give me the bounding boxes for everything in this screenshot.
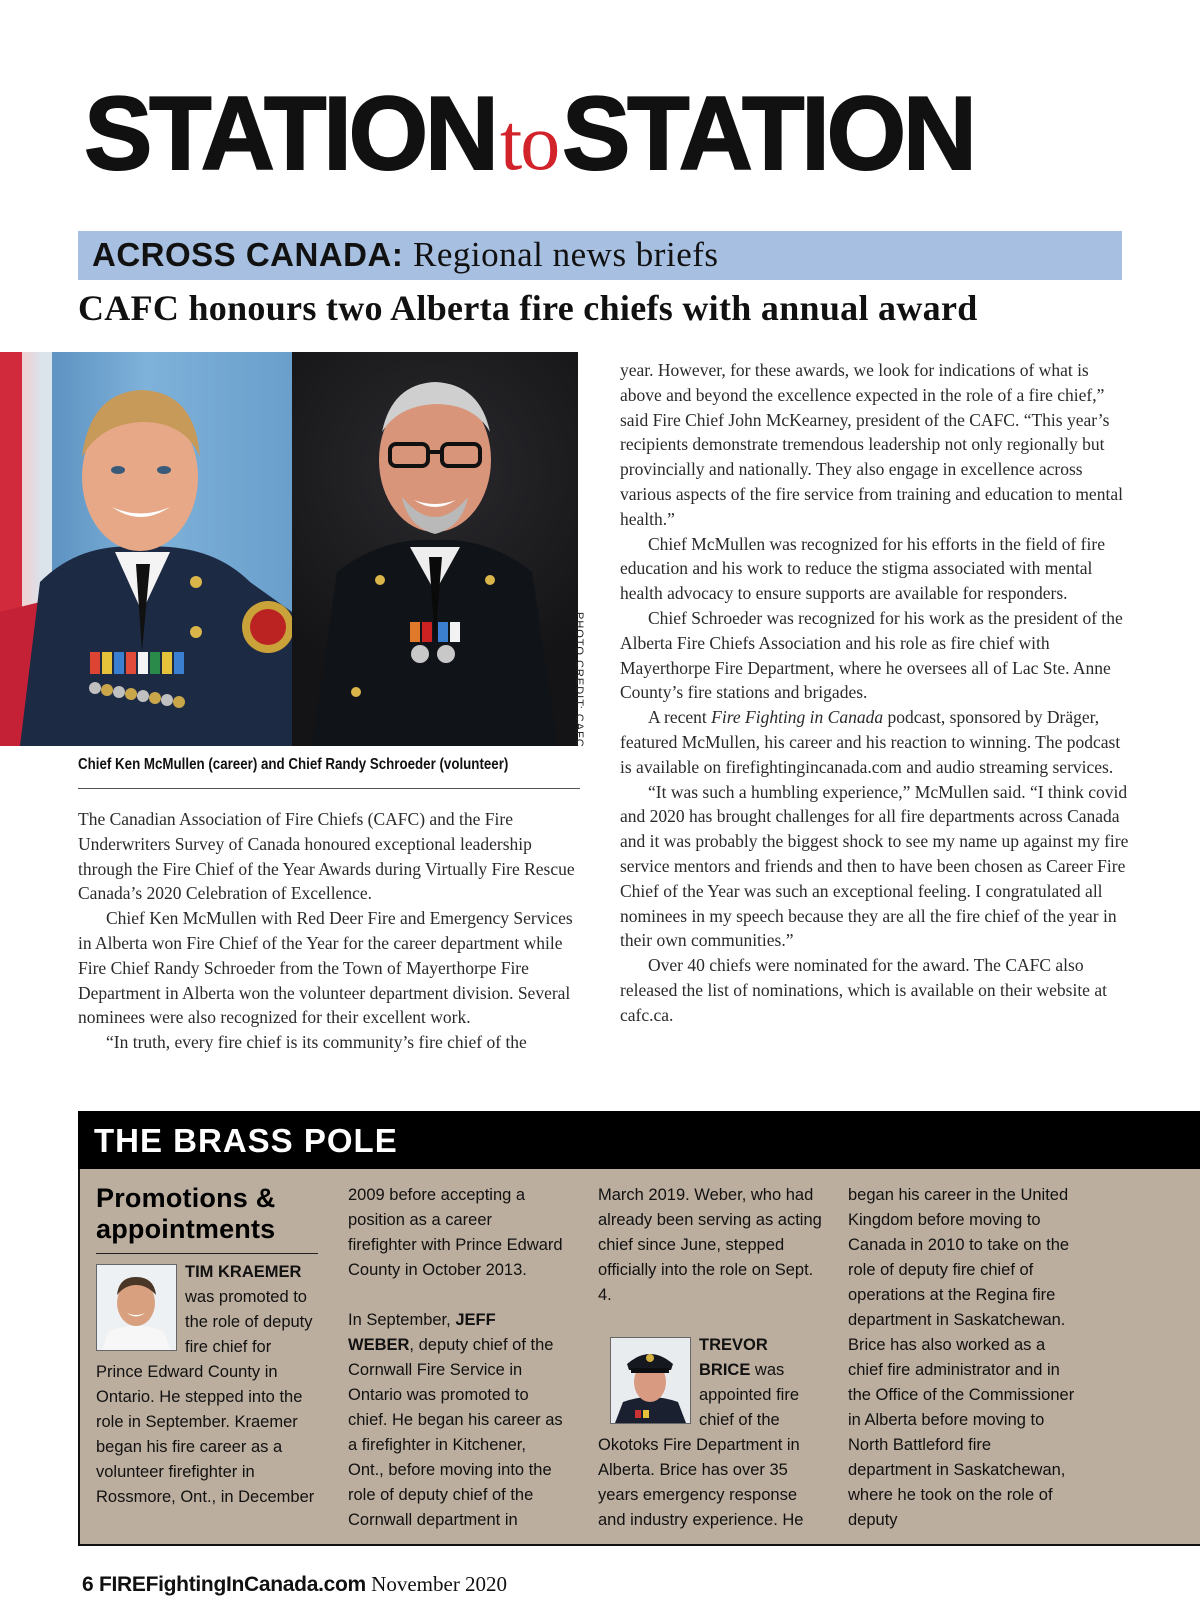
kraemer-text: was promoted to the role of deputy fire chief for Prince Edward County in Ontario. He stepped into the role in September. Kraemer began his fire career as a volunteer firefighter in Rossmore, Ont., in December (96, 1288, 315, 1506)
weber-text-a: In September, (348, 1311, 456, 1329)
portrait-brice-illustration (611, 1338, 690, 1423)
portrait-kraemer-illustration (97, 1265, 176, 1350)
article-paragraph: “It was such a humbling experience,” McMullen said. “I think covid and 2020 has brought challenges for all fire departments across Canada and it was probably the biggest shock to see my name up against my fire service mentors and friends and then to have been chosen as Career Fire Chief of the Year was such an exceptional feeling. I congratulated all nominees in my speech because they are all the fire chief of the year in their own communities.” (620, 781, 1129, 951)
podcast-text-a: A recent (648, 707, 712, 728)
weber-text-b: , deputy chief of the Cornwall Fire Service in Ontario was promoted to chief. He began his career as a firefighter in Kitchener, Ont., before moving into the role of deputy chief of the Cornwall department in (348, 1336, 563, 1529)
page-number: 6 (82, 1573, 94, 1596)
photo-tim-kraemer (96, 1264, 177, 1351)
portrait-schroeder-illustration (292, 352, 578, 746)
portrait-mcmullen-illustration (0, 352, 292, 746)
section-label-wrap (92, 235, 719, 275)
article-column-left (78, 807, 580, 1055)
name-jeff-weber: JEFF WEBER (348, 1311, 496, 1354)
article-paragraph-podcast (620, 705, 1130, 779)
article-paragraph: Chief Ken McMullen with Red Deer Fire and Emergency Services in Alberta won Fire Chief of the Year for the career department while Fire Chief Randy Schroeder from the Town of Mayerthorpe Fire Department in Alberta won the volunteer department division. Several nominees were also recognized for their excellent work. (78, 908, 573, 1028)
name-tim-kraemer: TIM KRAEMER (185, 1263, 302, 1281)
brass-pole-header (78, 1111, 1200, 1169)
brass-column-2 (348, 1183, 563, 1533)
footer-site: FIREFightingInCanada.com (98, 1573, 366, 1596)
page-footer (82, 1572, 507, 1597)
photo-chief-schroeder (292, 352, 578, 746)
article-headline: CAFC honours two Alberta fire chiefs with annual award (78, 288, 978, 328)
article-paragraph: Over 40 chiefs were nominated for the award. The CAFC also released the list of nominations, which is available on their website at cafc.ca. (620, 955, 1107, 1025)
section-band (78, 231, 1122, 280)
promotions-divider (96, 1253, 318, 1254)
brice-text-continued: began his career in the United Kingdom before moving to Canada in 2010 to take on the role of deputy fire chief of operations at the Regina fire department in Saskatchewan. Brice has also worked as a chief fire administrator and in the Office of the Commissioner in Alberta before moving to North Battleford fire department in Saskatchewan, where he took on the role of deputy (848, 1186, 1075, 1529)
name-trevor-brice: TREVOR BRICE (699, 1336, 768, 1379)
article-paragraph: year. However, for these awards, we look for indications of what is above and beyond the excellence expected in the role of a fire chief,” said Fire Chief John McKearney, president of the CAFC. “This year’s recipients demonstrate tremendous leadership not only regionally but provincially and nationally. They also engage in excellence across various aspects of the fire service from training and education to mental health.” (620, 360, 1123, 529)
publication-title: Fire Fighting in Canada (711, 707, 884, 728)
caption-divider (78, 788, 580, 789)
photo-caption: Chief Ken McMullen (career) and Chief Randy Schroeder (volunteer) (78, 756, 509, 773)
weber-entry (348, 1308, 563, 1533)
article-paragraph: Chief McMullen was recognized for his efforts in the field of fire education and his work to reduce the stigma associated with mental health advocacy to ensure supports are available for responders. (620, 533, 1105, 604)
section-subtitle: Regional news briefs (413, 235, 719, 274)
photo-credit: PHOTO CREDIT: CAFC (573, 612, 585, 748)
brass-pole-body (78, 1169, 1200, 1546)
masthead-to: to (499, 99, 559, 187)
masthead-station-1: STATION (84, 76, 496, 192)
brass-pole-section (78, 1111, 1200, 1546)
photo-chief-mcmullen (0, 352, 292, 746)
chiefs-photo (0, 352, 578, 746)
brass-pole-title: THE BRASS POLE (94, 1122, 398, 1159)
promotions-heading: Promotions & appointments (96, 1183, 276, 1244)
article-paragraph: Chief Schroeder was recognized for his work as the president of the Alberta Fire Chiefs Association and his role as fire chief with Mayerthorpe Fire Department, where he oversees all of Lac Ste. Anne County’s fire stations and brigades. (620, 607, 1123, 703)
brass-column-1 (96, 1183, 318, 1510)
photo-trevor-brice (610, 1337, 691, 1424)
article-paragraph: The Canadian Association of Fire Chiefs (CAFC) and the Fire Underwriters Survey of Canada honoured exceptional leadership through the Fire Chief of the Year Awards during Virtually Fire Rescue Canada’s 2020 Celebration of Excellence. (78, 809, 575, 904)
section-label: ACROSS CANADA: (92, 236, 404, 273)
weber-text-continued: March 2019. Weber, who had already been serving as acting chief since June, stepped officially into the role on Sept. 4. (598, 1186, 822, 1304)
article-column-right (620, 358, 1130, 1028)
podcast-text-b: podcast, sponsored by Dräger, featured McMullen, his career and his reaction to winning. The podcast is available on firefightingincanada.com and audio streaming services. (620, 707, 1121, 777)
brass-column-4 (848, 1183, 1078, 1533)
article-paragraph: “In truth, every fire chief is its community’s fire chief of the (106, 1032, 527, 1053)
brice-text: was appointed fire chief of the Okotoks Fire Department in Alberta. Brice has over 35 years emergency response and industry experience. He (598, 1361, 804, 1529)
masthead-logo (80, 76, 978, 192)
masthead-station-2: STATION (562, 76, 975, 192)
footer-date: November 2020 (371, 1572, 508, 1596)
kraemer-text-continued: 2009 before accepting a position as a career firefighter with Prince Edward County in October 2013. (348, 1186, 563, 1279)
brass-column-3 (598, 1183, 823, 1533)
